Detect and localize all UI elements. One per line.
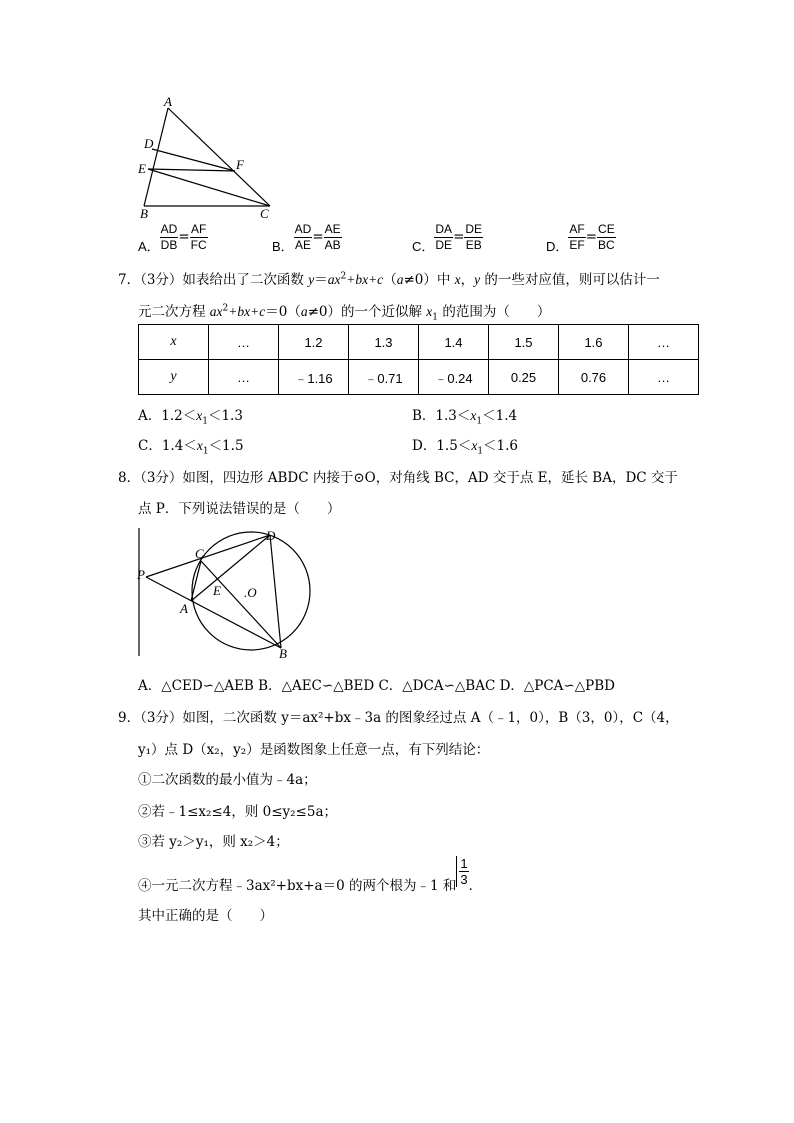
fraction: $\frac{CE}{BC}$ — [598, 222, 615, 252]
table-cell: ﹣1.16 — [279, 360, 349, 395]
option-letter: A． — [138, 239, 160, 254]
q7-option-c[interactable]: C．$1.4<x_1<1.5$ — [138, 438, 244, 457]
table-cell: 1.2 — [279, 325, 349, 360]
label-A: A — [164, 94, 172, 109]
table-cell: … — [629, 325, 699, 360]
label-C: C — [260, 206, 269, 221]
q9-statement-2: ②若﹣1≤x₂≤4，则 0≤y₂≤5a； — [138, 804, 338, 820]
option-letter: B． — [272, 239, 294, 254]
option-letter: D． — [546, 239, 569, 254]
q6-option-a[interactable] — [138, 222, 208, 255]
q9-statement-3: ③若 y₂＞y₁，则 x₂＞4； — [138, 834, 289, 850]
table-cell: … — [629, 360, 699, 395]
option-letter: C． — [412, 239, 435, 254]
q7-option-b[interactable]: B．$1.3<x_1<1.4$ — [412, 408, 518, 427]
label-D: D — [144, 136, 154, 151]
q9-statement-4: ④一元二次方程﹣3ax²+bx+a＝0 的两个根为﹣1 和 $\frac{1}{3}$ ． — [138, 856, 483, 894]
table-cell: 1.5 — [489, 325, 559, 360]
equals-sign: = — [312, 229, 324, 245]
table-row-y — [139, 360, 699, 395]
q8-line2: 点 P．下列说法错误的是（ ） — [138, 501, 341, 517]
fraction: $\frac{1}{3}$ — [456, 856, 468, 887]
q7-value-table — [138, 324, 699, 395]
equals-sign: = — [585, 229, 598, 245]
table-cell: 0.25 — [489, 360, 559, 395]
triangle-figure — [130, 92, 280, 222]
fraction: $\frac{DE}{EB}$ — [465, 222, 483, 252]
label-C: C — [195, 546, 204, 561]
table-row-x — [139, 325, 699, 360]
q7-line1: 7．（3分）如表给出了二次函数 $y=ax^2+bx+c(a\ne 0)$中 x，y 的一些对应值，则可以估计一 — [118, 271, 660, 288]
table-cell: … — [209, 360, 279, 395]
label-P: P — [137, 567, 145, 582]
q9-statement-1: ①二次函数的最小值为﹣4a； — [138, 772, 317, 788]
fraction: $\frac{DA}{DE}$ — [435, 222, 453, 252]
q7-line2: 元二次方程 $ax^2+bx+c=0(a\ne 0)$的一个近似解 $x_1$ 的范围为（ ） — [138, 303, 551, 323]
table-cell: 1.3 — [349, 325, 419, 360]
q7-option-a[interactable]: A．$1.2<x_1<1.3$ — [138, 408, 243, 427]
q9-question: 其中正确的是（ ） — [138, 908, 273, 924]
q7-option-d[interactable]: D．$1.5<x_1<1.6$ — [412, 438, 519, 457]
label-B: B — [140, 206, 148, 221]
label-B: B — [279, 646, 287, 661]
label-E: E — [138, 161, 146, 176]
q6-option-d[interactable] — [546, 222, 616, 255]
fraction: $\frac{AE}{AB}$ — [324, 222, 341, 252]
table-cell: x — [139, 325, 209, 360]
q8-options[interactable]: A．△CED∽△AEB B．△AEC∽△BED C．△DCA∽△BAC D．△PCA∽△PBD — [138, 678, 615, 694]
fraction: $\frac{AF}{EF}$ — [569, 222, 585, 252]
label-D: D — [266, 528, 276, 543]
table-cell: y — [139, 360, 209, 395]
table-cell: 1.6 — [559, 325, 629, 360]
table-cell: ﹣0.71 — [349, 360, 419, 395]
q6-option-c[interactable] — [412, 222, 483, 255]
q9-line1: 9．（3分）如图，二次函数 y＝ax²+bx﹣3a 的图象经过点 A（﹣1，0），B（3，0），C（4， — [118, 710, 679, 726]
equals-sign: = — [178, 229, 190, 245]
label-O: .O — [244, 585, 257, 600]
label-E: E — [213, 583, 221, 598]
fraction: $\frac{AD}{AE}$ — [294, 222, 312, 252]
table-cell: 1.4 — [419, 325, 489, 360]
fraction: $\frac{AD}{DB}$ — [160, 222, 178, 252]
fraction: $\frac{AF}{FC}$ — [190, 222, 207, 252]
label-F: F — [236, 157, 244, 172]
table-cell: 0.76 — [559, 360, 629, 395]
table-cell: ﹣0.24 — [419, 360, 489, 395]
q8-line1: 8．（3分）如图，四边形 ABDC 内接于⊙O，对角线 BC，AD 交于点 E，延长 BA，DC 交于 — [118, 470, 678, 486]
table-cell: … — [209, 325, 279, 360]
label-A: A — [180, 601, 188, 616]
q9-line2: y₁）点 D（x₂，y₂）是函数图象上任意一点，有下列结论： — [138, 742, 490, 758]
equals-sign: = — [453, 229, 465, 245]
circle-figure — [134, 526, 314, 661]
q6-option-b[interactable] — [272, 222, 342, 255]
